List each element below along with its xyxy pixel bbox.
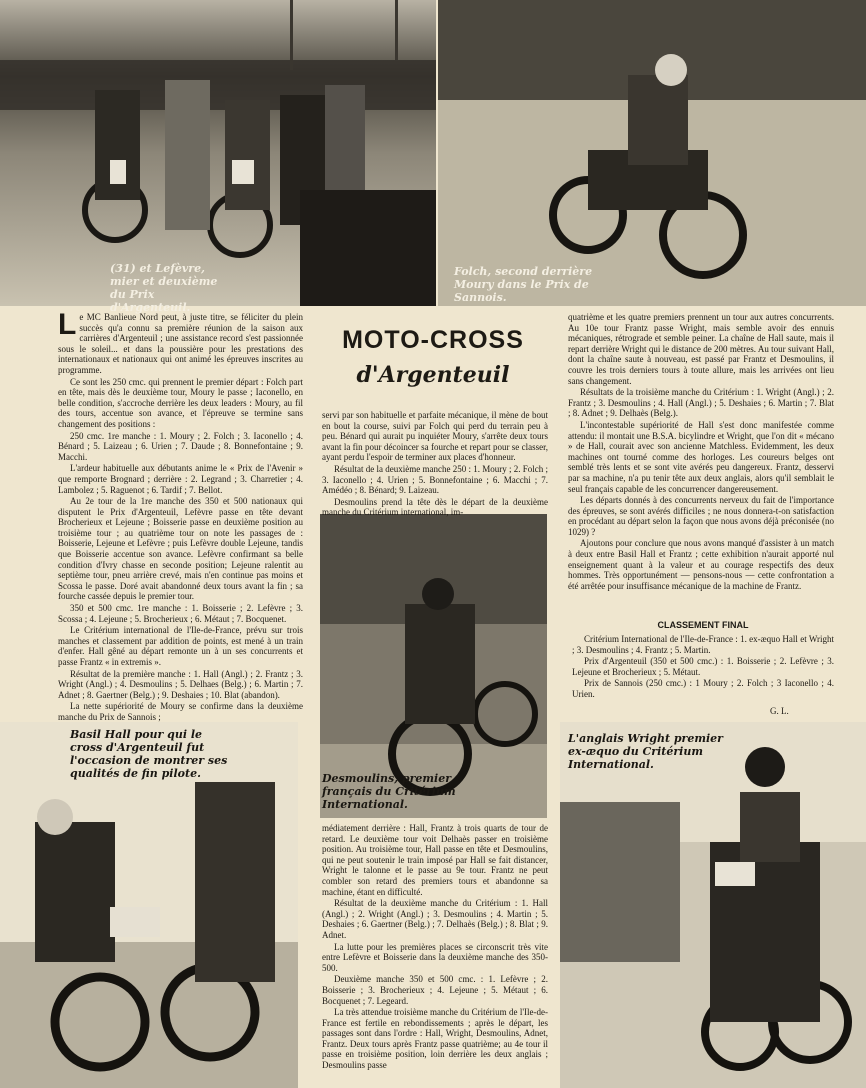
- article-subtitle: d'Argenteuil: [356, 362, 510, 388]
- paragraph: Desmoulins prend la tête dès le départ de la deuxième manche du Critérium international, im-: [322, 496, 548, 518]
- paragraph: La nette supériorité de Moury se confirme dans la deuxième manche du Prix de Sannois ;: [58, 701, 303, 722]
- paragraph: 250 cmc. 1re manche : 1. Moury ; 2. Folch ; 3. Iaconello ; 4. Bénard ; 5. Laizeau ; 6. Urien ; 7. Daude ; 8. Bonnefontaine ; 9. Macchi.: [58, 430, 303, 462]
- paragraph: Les départs donnés à des concurrents nerveux du fait de l'importance des épreuves, se sont avérés difficiles ; ne nous donnera-t-on satisfaction en procédant au départ selon la façon que nous avons déjà préconisée (no 1029) ?: [568, 495, 834, 537]
- caption-center: Desmoulins, premier français du Critérium International.: [322, 772, 456, 811]
- paragraph: Le Critérium international de l'Ile-de-France, prévu sur trois manches et classement par addition de points, est mené à un train d'enfer. Hall gêné au départ remonte un à un ses concurrents et passe Frantz « in extremis ».: [58, 625, 303, 667]
- caption-top-left: (31) et Lefèvre, mier et deuxième du Prix d'Argenteuil.: [110, 262, 218, 314]
- caption-bottom-left: Basil Hall pour qui le cross d'Argenteuil fut l'occasion de montrer ses qualités de fin pilote.: [70, 728, 228, 780]
- caption-bottom-right: L'anglais Wright premier ex-æquo du Critérium International.: [568, 732, 723, 771]
- photo-bottom-right: [560, 722, 866, 1088]
- classement-heading: CLASSEMENT FINAL: [657, 620, 749, 630]
- paragraph: L'ardeur habituelle aux débutants anime le « Prix de l'Avenir » que remporte Brognard ; derrière : 2. Legrand ; 3. Charretier ; 4. Lambolez ; 5. Raguenot ; 6. Tardif ; 7. Bellot.: [58, 463, 303, 495]
- text-column-right: [568, 312, 834, 618]
- text-column-center-top: [322, 410, 548, 518]
- paragraph: Résultats de la troisième manche du Critérium : 1. Wright (Angl.) ; 2. Frantz ; 3. Desmoulins ; 4. Hall (Angl.) ; 5. Deshaies ; 6. Martin ; 7. Blat ; 8. Adnet ; 9. Delhaès (Belg.).: [568, 387, 834, 419]
- classement-entry: Critérium International de l'Ile-de-France : 1. ex-æquo Hall et Wright ; 3. Desmoulins ; 4. Frantz ; 5. Martin.: [572, 634, 834, 655]
- classement-entry: Prix d'Argenteuil (350 et 500 cmc.) : 1. Boisserie ; 2. Lefèvre ; 3. Lejeune et Brocherieux ; 5. Métaut.: [572, 656, 834, 677]
- paragraph: servi par son habituelle et parfaite mécanique, il mène de bout en bout la course, suivi par Folch qui perd du terrain peu à peu. Bénard qui aurait pu inquiéter Moury, s'arrête deux tours avant la fin pour décoincer sa fourche et repart pour se classer, ayant perdu l'espoir de terminer aux places d'honneur.: [322, 410, 548, 463]
- paragraph: Deuxième manche 350 et 500 cmc. : 1. Lefèvre ; 2. Boisserie ; 3. Brocherieux ; 4. Lejeune ; 5. Métaut ; 6. Bocquenet ; 7. Legeard.: [322, 974, 548, 1006]
- paragraph: La très attendue troisième manche du Critérium de l'Ile-de-France est fertile en rebondissements ; après le départ, les passages sont dans l'ordre : Hall, Wright, Desmoulins, Adnet, Frantz. Deux tours après Frantz passe quatrième; au 4e tour il passe en troisième position, loin derrière les deux anglais ; Desmoulins passe: [322, 1007, 548, 1071]
- article-title: MOTO-CROSS: [342, 326, 524, 354]
- paragraph: Résultat de la deuxième manche du Critérium : 1. Hall (Angl.) ; 2. Wright (Angl.) ; 3. Desmoulins ; 4. Martin ; 5. Deshaies ; 6. Gaertner (Belg.) ; 7. Delhaès (Belg.) ; 8. Blat ; 9. Adnet.: [322, 898, 548, 940]
- paragraph: Ce sont les 250 cmc. qui prennent le premier départ : Folch part en tête, mais dès le deuxième tour, Moury le passe ; Iaconello, en belle condition, s'accroche derrière les deux leaders : Moury, au fil des tours, accentue son avance, et l'épreuve se termine sans changement des positions :: [58, 376, 303, 429]
- paragraph: Résultat de la première manche : 1. Hall (Angl.) ; 2. Frantz ; 3. Wright (Angl.) ; 4. Desmoulins ; 5. Delhaes (Belg.) ; 6. Martin ; 7. Adnet ; 8. Gaertner (Belg.) ; 9. Deshaies ; 10. Blat (abandon).: [58, 668, 303, 700]
- classement-list: [572, 634, 834, 706]
- paragraph: quatrième et les quatre premiers prennent un tour aux autres concurrents. Au 10e tour Frantz passe Wright, mais semble avoir des ennuis mécaniques, rétrograde et semble peiner. La chaîne de Hall saute, mais il repart derrière Wright qui le distance de 200 mètres. Au tour suivant Hall, dont la chaîne saute à nouveau, est passé par Frantz et Desmoulins, il couvre les trois derniers tours à toute allure, mais les arrivées ont lieu sans changement.: [568, 312, 834, 386]
- paragraph: Résultat de la deuxième manche 250 : 1. Moury ; 2. Folch ; 3. Iaconello ; 4. Urien ; 5. Bonnefontaine ; 6. Macchi ; 7. Amédéo ; 8. Bénard; 9. Laizeau.: [322, 463, 548, 496]
- photo-top-left: [0, 0, 436, 306]
- photo-top-right: [438, 0, 866, 306]
- classement-entry: Prix de Sannois (250 cmc.) : 1 Moury ; 2. Folch ; 3 Iaconello ; 4. Urien.: [572, 678, 834, 699]
- text-column-left: [58, 308, 303, 722]
- paragraph: 350 et 500 cmc. 1re manche : 1. Boisserie ; 2. Lefèvre ; 3. Scossa ; 4. Lejeune ; 5. Brocherieux ; 6. Métaut ; 7. Bocquenet.: [58, 603, 303, 624]
- paragraph: médiatement derrière : Hall, Frantz à trois quarts de tour de retard. Le deuxième tour voit Delhaès passer en troisième position. Au troisième tour, Hall passe en tête et Desmoulins, qui ne peut soutenir le train imposé par Hall se fait distancer, Wright le talonne et le passe au 9e tour. Frantz ne peut combler son retard des premiers tours et abandonne sa machine, étant en difficulté.: [322, 823, 548, 897]
- text-column-center-bottom: [322, 823, 548, 1085]
- paragraph: L'incontestable supériorité de Hall s'est donc manifestée comme attendu: il montait une B.S.A. bicylindre et Wright, que l'on dit « mécano » de Hall, courait avec son ancienne Matchless. Evidemment, les deux machines ont tourné comme des horloges. Les coureurs belges ont semblé très lents et se sont vite avérés peu dangereux. Frantz, desservi par sa machine, n'a pu tenir tête aux deux anglais, alors qu'il semblait le seul français capable de les concurrencer dangereusement.: [568, 419, 834, 494]
- author-signature: G. L.: [770, 706, 789, 716]
- paragraph: La lutte pour les premières places se circonscrit très vite entre Lefèvre et Boisserie dans la deuxième manche des 350-500.: [322, 941, 548, 973]
- paragraph: Au 2e tour de la 1re manche des 350 et 500 nationaux qui disputent le Prix d'Argenteuil, Lefèvre passe en tête devant Brocherieux et Lejeune ; Boisserie passe en deuxième position au troisième tour ; au quatrième tour on note les passages de : Boisserie, Lejeune et Lefèvre ; puis Lefèvre double Lejeune, tandis que Boisserie accentue son avance. Lefèvre confirmant sa belle condition d'Ivry chasse en seconde position; Lejeune ralentit au septième tour, pneu arrière crevé, mais n'en continue pas moins et Scossa le passe. Doré avait abandonné deux tours avant la fin ; sa fourche cassée depuis le premier tour.: [58, 496, 303, 602]
- paragraph: Ajoutons pour conclure que nous avons manqué d'assister à un match à deux entre Basil Hall et Frantz ; cette exhibition n'aurait apporté nul enseignement quant à la valeur et au courage respectifs des deux hommes. Très opportunément — pensons-nous — cette confrontation a été arrêtée pour insuffisance mécanique de la machine de Frantz.: [568, 538, 834, 591]
- drop-cap: L: [58, 308, 77, 341]
- caption-top-right: Folch, second derrière Moury dans le Prix de Sannois.: [454, 265, 593, 304]
- paragraph: Le MC Banlieue Nord peut, à juste titre, se féliciter du plein succès qu'a connu sa première réunion de la saison aux carrières d'Argenteuil ; une assistance record s'est passionnée sous le soleil... et dans la poussière pour les prestations des internationaux et nationaux qui ont animé les épreuves inscrites au programme.: [58, 308, 303, 375]
